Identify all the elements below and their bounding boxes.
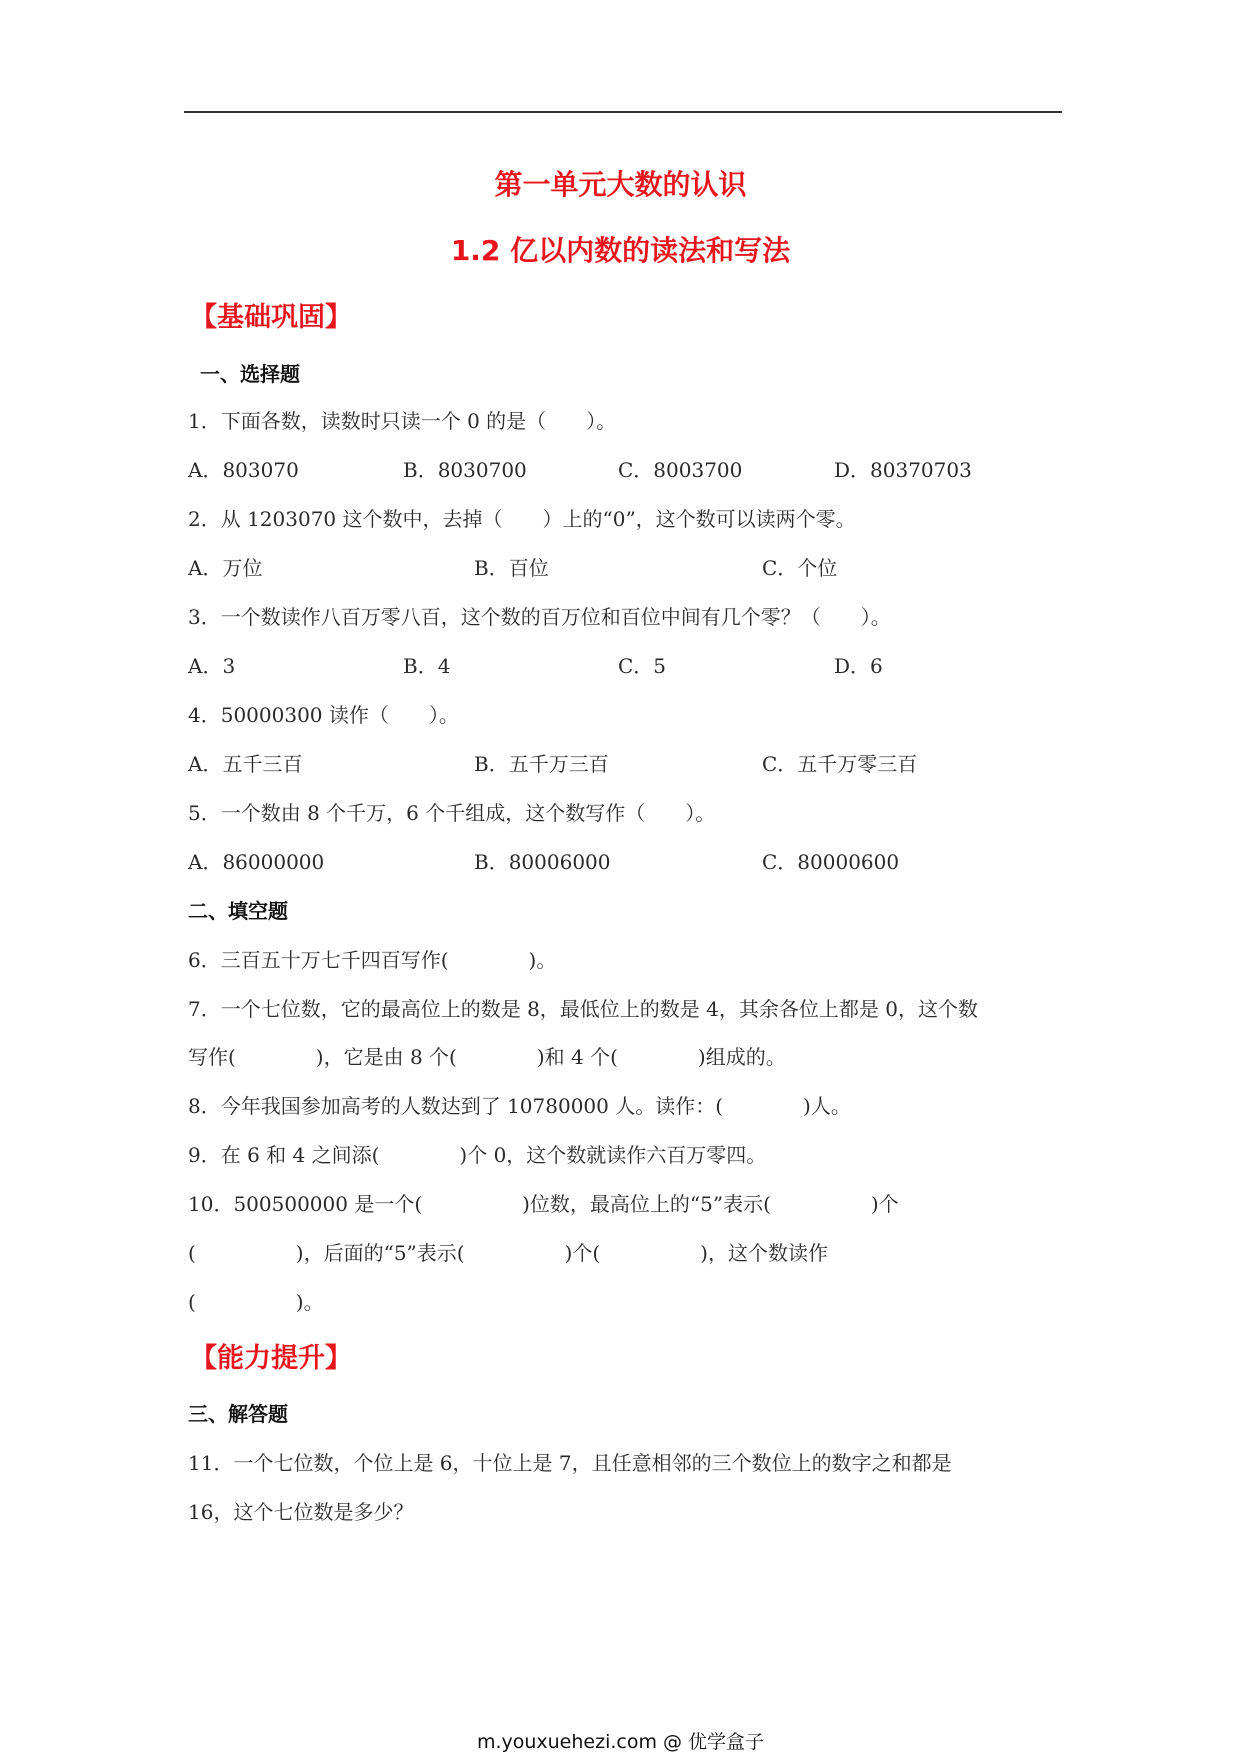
advanced-block-heading: 【能力提升】 <box>190 1343 352 1374</box>
q1-option-b: B．8030700 <box>403 458 527 482</box>
fill-section-heading: 二、填空题 <box>188 899 288 923</box>
q5-option-c: C．80000600 <box>762 850 900 874</box>
question-10-line-3: ( )。 <box>188 1290 324 1314</box>
footer-watermark: m.youxuehezi.com @ 优学盒子 <box>476 1731 765 1753</box>
question-8: 8．今年我国参加高考的人数达到了 10780000 人。读作：( )人。 <box>188 1094 851 1118</box>
question-7-line-1: 7．一个七位数，它的最高位上的数是 8，最低位上的数是 4，其余各位上都是 0，这个数 <box>188 997 978 1021</box>
q3-option-a: A．3 <box>188 654 236 678</box>
basic-block-heading: 【基础巩固】 <box>190 302 352 333</box>
question-10-line-1: 10．500500000 是一个( )位数，最高位上的“5”表示( )个 <box>188 1192 899 1216</box>
q2-option-a: A．万位 <box>188 556 263 580</box>
q1-option-a: A．803070 <box>188 458 299 482</box>
question-11-line-2: 16，这个七位数是多少？ <box>188 1500 414 1524</box>
q5-option-b: B．80006000 <box>474 850 611 874</box>
question-6: 6．三百五十万七千四百写作( )。 <box>188 948 557 972</box>
q3-option-b: B．4 <box>403 654 451 678</box>
unit-title: 第一单元大数的认识 <box>494 168 747 201</box>
q4-option-c: C．五千万零三百 <box>762 752 918 776</box>
lesson-title: 1.2 亿以内数的读法和写法 <box>450 234 791 267</box>
choice-section-heading: 一、选择题 <box>200 362 300 386</box>
q4-option-b: B．五千万三百 <box>474 752 609 776</box>
question-2: 2．从 1203070 这个数中，去掉（ ）上的“0”，这个数可以读两个零。 <box>188 507 856 531</box>
question-3: 3．一个数读作八百万零八百，这个数的百万位和百位中间有几个零？（ ）。 <box>188 605 891 629</box>
question-1: 1．下面各数，读数时只读一个 0 的是（ ）。 <box>188 409 617 433</box>
question-5: 5．一个数由 8 个千万，6 个千组成，这个数写作（ ）。 <box>188 801 716 825</box>
question-4: 4．50000300 读作（ ）。 <box>188 703 459 727</box>
question-7-line-2: 写作( )，它是由 8 个( )和 4 个( )组成的。 <box>188 1045 786 1069</box>
q3-option-c: C．5 <box>618 654 667 678</box>
header-rule <box>184 111 1062 113</box>
q1-option-c: C．8003700 <box>618 458 743 482</box>
question-11-line-1: 11．一个七位数，个位上是 6，十位上是 7，且任意相邻的三个数位上的数字之和都是 <box>188 1451 952 1475</box>
question-9: 9．在 6 和 4 之间添( )个 0，这个数就读作六百万零四。 <box>188 1143 767 1167</box>
q2-option-c: C．个位 <box>762 556 838 580</box>
q5-option-a: A．86000000 <box>188 850 325 874</box>
q2-option-b: B．百位 <box>474 556 549 580</box>
q1-option-d: D．80370703 <box>834 458 972 482</box>
q3-option-d: D．6 <box>834 654 883 678</box>
question-10-line-2: ( )，后面的“5”表示( )个( )，这个数读作 <box>188 1241 828 1265</box>
answer-section-heading: 三、解答题 <box>188 1402 288 1426</box>
q4-option-a: A．五千三百 <box>188 752 303 776</box>
